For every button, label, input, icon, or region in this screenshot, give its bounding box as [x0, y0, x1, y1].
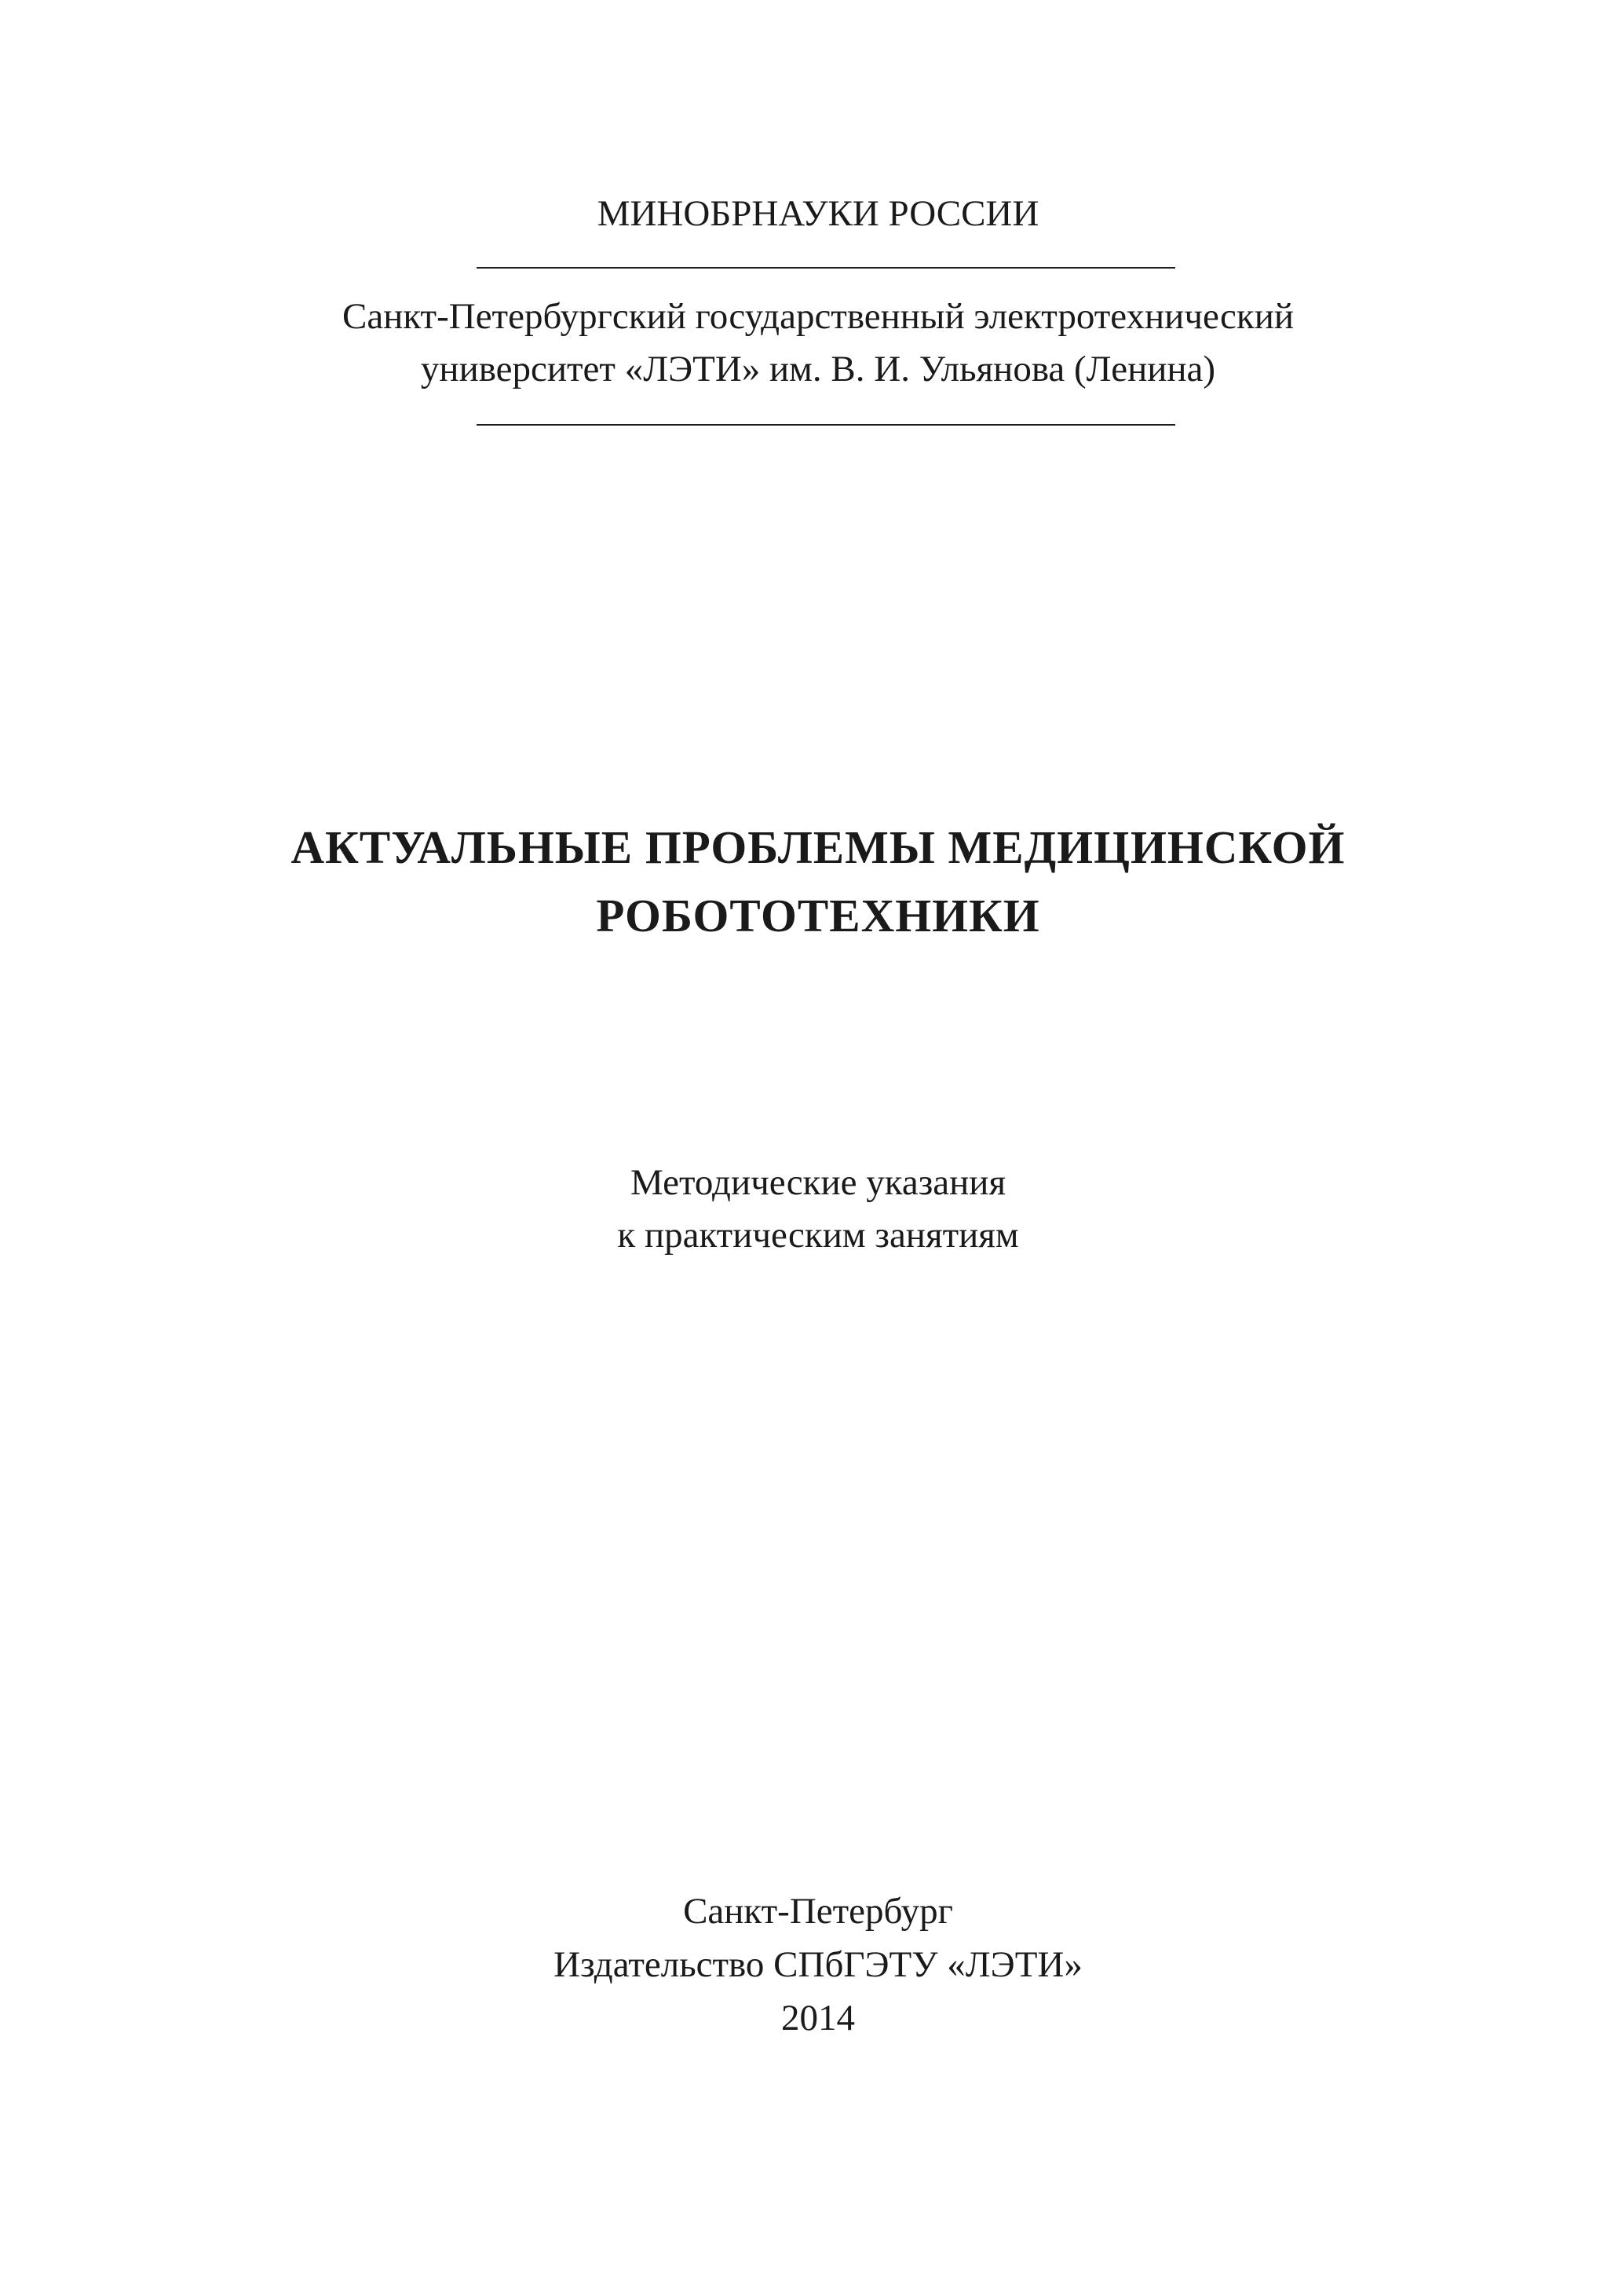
document-title-line-1: АКТУАЛЬНЫЕ ПРОБЛЕМЫ МЕДИЦИНСКОЙ	[290, 821, 1346, 873]
header-divider-top	[477, 267, 1175, 269]
university-name-line-1: Санкт-Петербургский государственный электротехнический	[342, 296, 1295, 337]
imprint-year: 2014	[781, 1998, 855, 2038]
ministry-name: МИНОБРНАУКИ РОССИИ	[597, 193, 1039, 234]
document-title-line-2: РОБОТОТЕХНИКИ	[596, 890, 1040, 941]
imprint-publisher: Издательство СПбГЭТУ «ЛЭТИ»	[553, 1944, 1083, 1985]
document-subtitle-line-1: Методические указания	[630, 1162, 1006, 1203]
imprint-city: Санкт-Петербург	[683, 1891, 953, 1932]
university-name-line-2: университет «ЛЭТИ» им. В. И. Ульянова (Ленина)	[420, 349, 1216, 389]
header-divider-bottom	[477, 424, 1175, 426]
document-subtitle-line-2: к практическим занятиям	[617, 1215, 1019, 1256]
